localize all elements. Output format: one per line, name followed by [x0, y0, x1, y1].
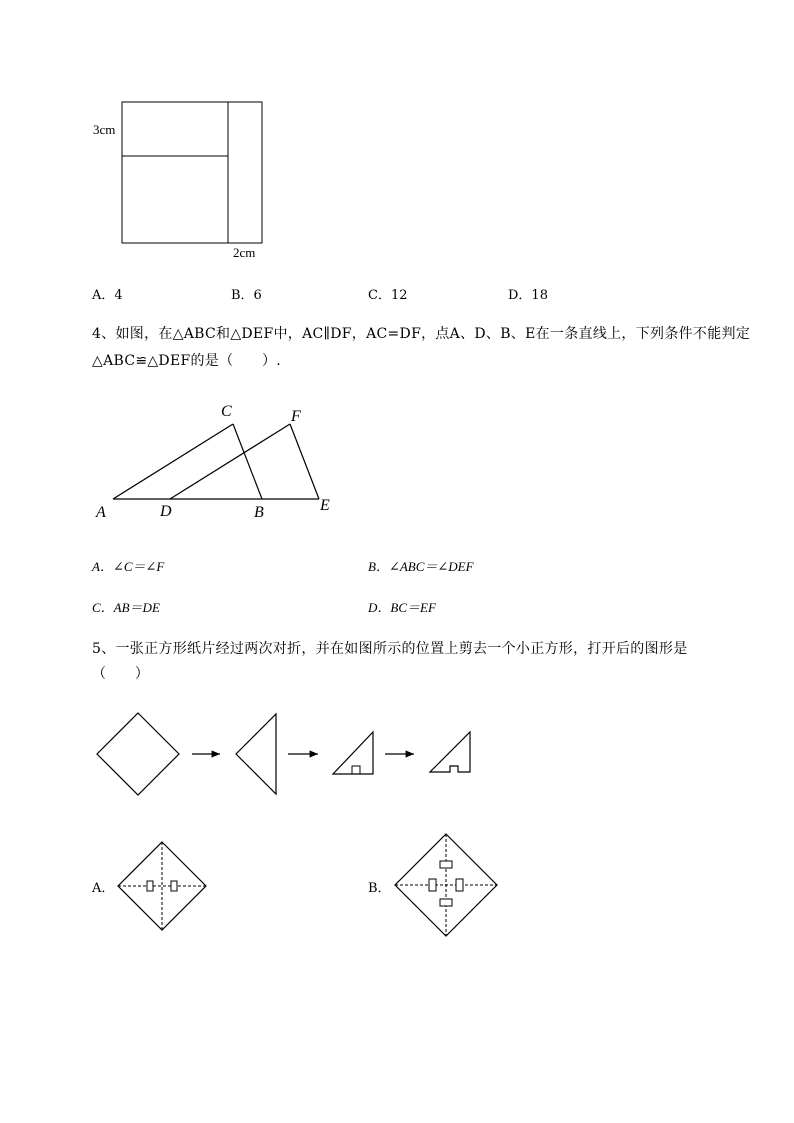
square-paper: [97, 713, 179, 795]
folded-twice: [333, 732, 373, 774]
q4-option-a[interactable]: A．∠C＝∠F: [92, 559, 165, 574]
triangles-figure: [90, 398, 350, 524]
cut-square-mark: [352, 766, 360, 774]
point-label-d: D: [160, 503, 172, 520]
folding-sequence-figure: [90, 708, 490, 804]
q4-option-d[interactable]: D．BC＝EF: [368, 600, 436, 615]
q5-option-a-figure[interactable]: [115, 838, 210, 934]
segment-fe: [290, 424, 319, 499]
q3-option-a[interactable]: A．4: [92, 288, 123, 303]
q5-stem-line1: 5、一张正方形纸片经过两次对折，并在如图所示的位置上剪去一个小正方形，打开后的图形是: [92, 641, 688, 657]
q3-option-c[interactable]: C．12: [368, 288, 408, 303]
q5-stem-line2: （ ）: [92, 666, 150, 682]
cut-result: [430, 732, 470, 772]
label-3cm: 3cm: [93, 122, 116, 137]
q3-option-b[interactable]: B．6: [231, 288, 262, 303]
q3-option-d[interactable]: D．18: [508, 288, 548, 303]
point-label-a: A: [96, 504, 106, 521]
q5-option-b-figure[interactable]: [393, 831, 501, 939]
q4-option-b[interactable]: B．∠ABC＝∠DEF: [368, 559, 474, 574]
outer-square: [122, 102, 262, 243]
segment-ac: [113, 424, 233, 499]
q4-stem-line2: △ABC≌△DEF的是（ ）.: [92, 353, 282, 369]
q5-option-b-label[interactable]: B．: [368, 881, 391, 896]
segment-df: [170, 424, 290, 499]
point-label-c: C: [221, 403, 232, 420]
rectangle-figure: [85, 95, 285, 265]
q5-option-a-label[interactable]: A．: [92, 881, 115, 896]
point-label-b: B: [254, 504, 264, 521]
label-2cm: 2cm: [233, 245, 256, 260]
q4-option-c[interactable]: C．AB＝DE: [92, 600, 160, 615]
q4-stem-line1: 4、如图，在△ABC和△DEF中，AC∥DF，AC=DF，点A、D、B、E在一条直线上，下列条件不能判定: [92, 326, 751, 342]
point-label-f: F: [291, 408, 301, 425]
point-label-e: E: [320, 497, 330, 514]
folded-once: [236, 714, 276, 794]
segment-cb: [233, 424, 262, 499]
